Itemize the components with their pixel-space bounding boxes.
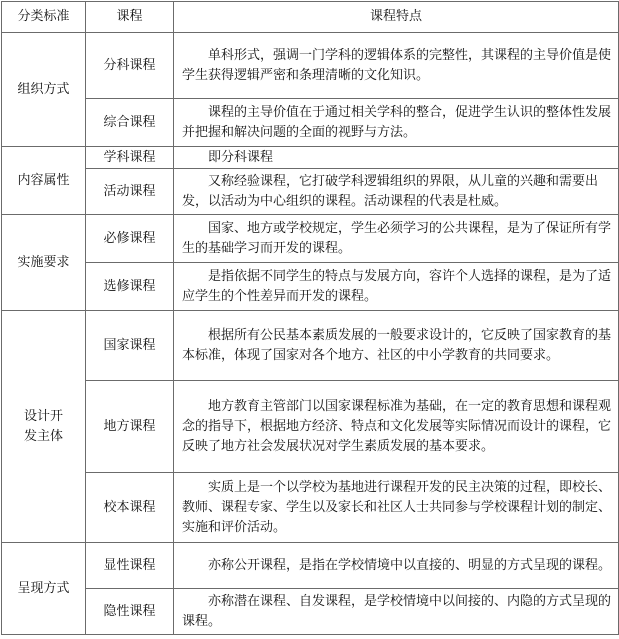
feature-cell: 又称经验课程，它打破学科逻辑组织的界限，从儿童的兴趣和需要出发，以活动为中心组织的课程。活动课程的代表是杜威。 bbox=[174, 169, 619, 215]
course-cell: 校本课程 bbox=[86, 473, 174, 543]
table-row bbox=[2, 311, 619, 381]
course-cell: 综合课程 bbox=[86, 99, 174, 147]
header-category: 分类标准 bbox=[2, 2, 86, 33]
category-cell: 内容属性 bbox=[2, 147, 86, 215]
feature-cell: 根据所有公民基本素质发展的一般要求设计的，它反映了国家教育的基本标准，体现了国家对各个地方、社区的中小学教育的共同要求。 bbox=[174, 311, 619, 381]
header-row bbox=[2, 2, 619, 33]
course-cell: 隐性课程 bbox=[86, 589, 174, 635]
feature-cell: 地方教育主管部门以国家课程标准为基础，在一定的教育思想和课程观念的指导下，根据地方经济、特点和文化发展等实际情况而设计的课程，它反映了地方社会发展状况对学生素质发展的基本要求。 bbox=[174, 381, 619, 473]
feature-cell: 国家、地方或学校规定，学生必须学习的公共课程，是为了保证所有学生的基础学习而开发的课程。 bbox=[174, 215, 619, 263]
category-cell: 实施要求 bbox=[2, 215, 86, 311]
table-row bbox=[2, 543, 619, 589]
course-cell: 必修课程 bbox=[86, 215, 174, 263]
category-cell: 组织方式 bbox=[2, 33, 86, 147]
table-row bbox=[2, 215, 619, 263]
feature-cell: 课程的主导价值在于通过相关学科的整合，促进学生认识的整体性发展并把握和解决问题的全面的视野与方法。 bbox=[174, 99, 619, 147]
course-cell: 显性课程 bbox=[86, 543, 174, 589]
feature-cell: 单科形式，强调一门学科的逻辑体系的完整性，其课程的主导价值是使学生获得逻辑严密和条理清晰的文化知识。 bbox=[174, 33, 619, 99]
table-row bbox=[2, 99, 619, 147]
curriculum-classification-table bbox=[1, 1, 619, 635]
course-cell: 国家课程 bbox=[86, 311, 174, 381]
course-cell: 分科课程 bbox=[86, 33, 174, 99]
course-cell: 活动课程 bbox=[86, 169, 174, 215]
course-cell: 选修课程 bbox=[86, 263, 174, 311]
header-course: 课程 bbox=[86, 2, 174, 33]
feature-cell: 实质上是一个以学校为基地进行课程开发的民主决策的过程，即校长、教师、课程专家、学生以及家长和社区人士共同参与学校课程计划的制定、实施和评价活动。 bbox=[174, 473, 619, 543]
feature-cell: 即分科课程 bbox=[174, 147, 619, 169]
table-row bbox=[2, 33, 619, 99]
table-row bbox=[2, 169, 619, 215]
category-cell: 设计开发主体 bbox=[2, 311, 86, 543]
table-row bbox=[2, 589, 619, 635]
header-feature: 课程特点 bbox=[174, 2, 619, 33]
feature-cell: 亦称潜在课程、自发课程，是学校情境中以间接的、内隐的方式呈现的课程。 bbox=[174, 589, 619, 635]
category-cell: 呈现方式 bbox=[2, 543, 86, 635]
table-row bbox=[2, 381, 619, 473]
course-cell: 学科课程 bbox=[86, 147, 174, 169]
feature-cell: 亦称公开课程，是指在学校情境中以直接的、明显的方式呈现的课程。 bbox=[174, 543, 619, 589]
table-row bbox=[2, 147, 619, 169]
table-row bbox=[2, 263, 619, 311]
table-row bbox=[2, 473, 619, 543]
course-cell: 地方课程 bbox=[86, 381, 174, 473]
feature-cell: 是指依据不同学生的特点与发展方向，容许个人选择的课程，是为了适应学生的个性差异而开发的课程。 bbox=[174, 263, 619, 311]
